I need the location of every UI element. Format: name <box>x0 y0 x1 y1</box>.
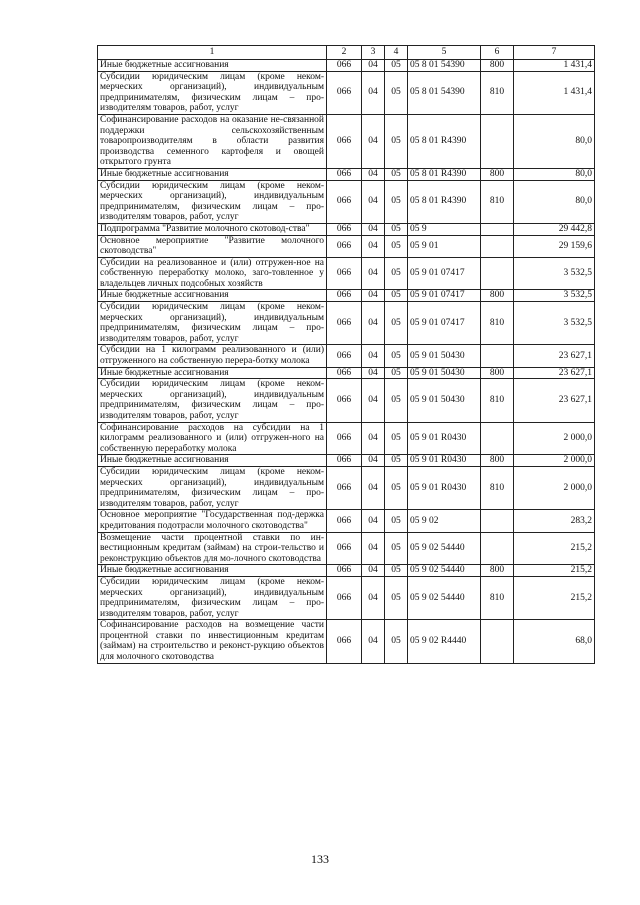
row-code-cell: 05 9 <box>408 223 481 235</box>
row-col6-cell <box>481 532 514 565</box>
row-col2-cell: 066 <box>327 60 362 72</box>
row-code-cell: 05 8 01 54390 <box>408 60 481 72</box>
row-col3-cell: 04 <box>362 565 385 577</box>
row-amount-cell: 29 159,6 <box>514 235 595 257</box>
row-col2-cell: 066 <box>327 620 362 663</box>
row-col2-cell: 066 <box>327 466 362 509</box>
table-body <box>98 60 595 664</box>
row-amount-cell: 2 000,0 <box>514 422 595 455</box>
row-col2-cell: 066 <box>327 422 362 455</box>
row-col2-cell: 066 <box>327 168 362 180</box>
row-code-cell: 05 9 01 50430 <box>408 345 481 367</box>
row-col6-cell: 810 <box>481 180 514 223</box>
header-cell: 6 <box>481 46 514 60</box>
row-col3-cell: 04 <box>362 576 385 619</box>
row-amount-cell: 29 442,8 <box>514 223 595 235</box>
row-col3-cell: 04 <box>362 114 385 168</box>
row-code-cell: 05 9 02 <box>408 510 481 532</box>
row-amount-cell: 1 431,4 <box>514 71 595 114</box>
row-code-cell: 05 9 01 50430 <box>408 367 481 379</box>
row-col6-cell <box>481 223 514 235</box>
row-amount-cell: 3 532,5 <box>514 257 595 290</box>
table-row <box>98 235 595 257</box>
row-name-cell: Субсидии юридическим лицам (кроме неком-мерческих организаций), индивидуальным предпринимателям, физическим лицам – про-изводителям товаров, работ, услуг <box>98 466 327 509</box>
row-amount-cell: 215,2 <box>514 565 595 577</box>
row-col4-cell: 05 <box>385 576 408 619</box>
row-code-cell: 05 9 02 R4440 <box>408 620 481 663</box>
row-col6-cell <box>481 620 514 663</box>
row-code-cell: 05 9 01 R0430 <box>408 422 481 455</box>
table-row <box>98 223 595 235</box>
row-name-cell: Софинансирование расходов на оказание не-связанной поддержки сельскохозяйственным товаропроизводителям в области развития производства семенного картофеля и овощей открытого грунта <box>98 114 327 168</box>
row-col4-cell: 05 <box>385 620 408 663</box>
row-amount-cell: 2 000,0 <box>514 466 595 509</box>
row-col3-cell: 04 <box>362 235 385 257</box>
table-row <box>98 71 595 114</box>
header-cell: 3 <box>362 46 385 60</box>
row-col4-cell: 05 <box>385 367 408 379</box>
row-col3-cell: 04 <box>362 60 385 72</box>
row-col6-cell <box>481 422 514 455</box>
row-col4-cell: 05 <box>385 565 408 577</box>
row-col4-cell: 05 <box>385 510 408 532</box>
row-col2-cell: 066 <box>327 302 362 345</box>
row-col4-cell: 05 <box>385 114 408 168</box>
row-col6-cell: 800 <box>481 290 514 302</box>
row-col3-cell: 04 <box>362 345 385 367</box>
row-col6-cell: 810 <box>481 466 514 509</box>
row-code-cell: 05 9 02 54440 <box>408 532 481 565</box>
row-col3-cell: 04 <box>362 510 385 532</box>
row-amount-cell: 80,0 <box>514 114 595 168</box>
row-col4-cell: 05 <box>385 455 408 467</box>
row-col6-cell: 800 <box>481 565 514 577</box>
row-amount-cell: 3 532,5 <box>514 290 595 302</box>
row-amount-cell: 23 627,1 <box>514 367 595 379</box>
row-col4-cell: 05 <box>385 290 408 302</box>
row-col4-cell: 05 <box>385 223 408 235</box>
table-row <box>98 455 595 467</box>
row-code-cell: 05 8 01 R4390 <box>408 114 481 168</box>
row-col4-cell: 05 <box>385 532 408 565</box>
row-code-cell: 05 9 01 <box>408 235 481 257</box>
header-cell: 7 <box>514 46 595 60</box>
row-col6-cell <box>481 510 514 532</box>
row-amount-cell: 68,0 <box>514 620 595 663</box>
header-cell: 1 <box>98 46 327 60</box>
row-amount-cell: 23 627,1 <box>514 345 595 367</box>
table-row <box>98 60 595 72</box>
row-col3-cell: 04 <box>362 71 385 114</box>
row-col2-cell: 066 <box>327 379 362 422</box>
row-col6-cell: 800 <box>481 367 514 379</box>
row-col4-cell: 05 <box>385 302 408 345</box>
row-name-cell: Субсидии на 1 килограмм реализованного и (или) отгруженного на собственную перера-ботку молока <box>98 345 327 367</box>
row-col6-cell: 810 <box>481 576 514 619</box>
table-row <box>98 532 595 565</box>
row-col6-cell <box>481 235 514 257</box>
row-col6-cell <box>481 345 514 367</box>
row-col2-cell: 066 <box>327 290 362 302</box>
row-name-cell: Иные бюджетные ассигнования <box>98 455 327 467</box>
row-col2-cell: 066 <box>327 71 362 114</box>
row-col4-cell: 05 <box>385 180 408 223</box>
table-row <box>98 114 595 168</box>
row-code-cell: 05 9 01 50430 <box>408 379 481 422</box>
row-col3-cell: 04 <box>362 223 385 235</box>
row-col2-cell: 066 <box>327 510 362 532</box>
row-col3-cell: 04 <box>362 422 385 455</box>
row-name-cell: Субсидии юридическим лицам (кроме неком-мерческих организаций), индивидуальным предпринимателям, физическим лицам – про-изводителям товаров, работ, услуг <box>98 180 327 223</box>
table-row <box>98 180 595 223</box>
row-name-cell: Иные бюджетные ассигнования <box>98 60 327 72</box>
row-col4-cell: 05 <box>385 379 408 422</box>
row-col2-cell: 066 <box>327 455 362 467</box>
header-row <box>98 46 595 60</box>
row-name-cell: Софинансирование расходов на субсидии на 1 килограмм реализованного и (или) отгружен-ного на собственную переработку молока <box>98 422 327 455</box>
row-code-cell: 05 9 01 07417 <box>408 290 481 302</box>
table-row <box>98 367 595 379</box>
table-row <box>98 257 595 290</box>
row-col3-cell: 04 <box>362 168 385 180</box>
row-name-cell: Иные бюджетные ассигнования <box>98 565 327 577</box>
row-amount-cell: 3 532,5 <box>514 302 595 345</box>
row-col4-cell: 05 <box>385 235 408 257</box>
table-row <box>98 565 595 577</box>
row-col3-cell: 04 <box>362 367 385 379</box>
table-row <box>98 576 595 619</box>
row-name-cell: Подпрограмма "Развитие молочного скотовод-ства" <box>98 223 327 235</box>
row-col2-cell: 066 <box>327 235 362 257</box>
row-col4-cell: 05 <box>385 345 408 367</box>
row-code-cell: 05 8 01 R4390 <box>408 180 481 223</box>
row-col6-cell <box>481 114 514 168</box>
row-col3-cell: 04 <box>362 302 385 345</box>
row-col6-cell: 800 <box>481 168 514 180</box>
row-col6-cell: 810 <box>481 379 514 422</box>
header-cell: 2 <box>327 46 362 60</box>
row-col2-cell: 066 <box>327 223 362 235</box>
table-row <box>98 510 595 532</box>
row-col3-cell: 04 <box>362 620 385 663</box>
row-code-cell: 05 8 01 54390 <box>408 71 481 114</box>
row-col6-cell: 810 <box>481 71 514 114</box>
table-row <box>98 620 595 663</box>
row-name-cell: Основное мероприятие "Развитие молочного скотоводства" <box>98 235 327 257</box>
row-col3-cell: 04 <box>362 379 385 422</box>
header-cell: 5 <box>408 46 481 60</box>
row-code-cell: 05 9 02 54440 <box>408 565 481 577</box>
row-amount-cell: 1 431,4 <box>514 60 595 72</box>
row-col6-cell: 800 <box>481 60 514 72</box>
row-col3-cell: 04 <box>362 257 385 290</box>
row-col6-cell: 800 <box>481 455 514 467</box>
row-code-cell: 05 9 01 07417 <box>408 302 481 345</box>
table-row <box>98 168 595 180</box>
page-number: 133 <box>311 852 329 866</box>
row-col3-cell: 04 <box>362 466 385 509</box>
row-amount-cell: 80,0 <box>514 168 595 180</box>
row-amount-cell: 215,2 <box>514 532 595 565</box>
row-name-cell: Основное мероприятие "Государственная под-держка кредитования подотрасли молочного скотоводства" <box>98 510 327 532</box>
table-row <box>98 345 595 367</box>
table-row <box>98 379 595 422</box>
row-col4-cell: 05 <box>385 257 408 290</box>
row-code-cell: 05 9 02 54440 <box>408 576 481 619</box>
row-amount-cell: 215,2 <box>514 576 595 619</box>
row-code-cell: 05 9 01 R0430 <box>408 455 481 467</box>
table-row <box>98 290 595 302</box>
row-col2-cell: 066 <box>327 257 362 290</box>
row-name-cell: Софинансирование расходов на возмещение части процентной ставки по инвестиционным кредитам (займам) на строительство и реконст-рукцию объектов для молочного скотоводства <box>98 620 327 663</box>
row-name-cell: Иные бюджетные ассигнования <box>98 367 327 379</box>
row-name-cell: Иные бюджетные ассигнования <box>98 290 327 302</box>
row-col3-cell: 04 <box>362 455 385 467</box>
row-code-cell: 05 9 01 R0430 <box>408 466 481 509</box>
row-name-cell: Субсидии юридическим лицам (кроме неком-мерческих организаций), индивидуальным предпринимателям, физическим лицам – про-изводителям товаров, работ, услуг <box>98 302 327 345</box>
row-col4-cell: 05 <box>385 422 408 455</box>
row-col4-cell: 05 <box>385 60 408 72</box>
row-col6-cell: 810 <box>481 302 514 345</box>
row-amount-cell: 2 000,0 <box>514 455 595 467</box>
row-col2-cell: 066 <box>327 345 362 367</box>
row-name-cell: Субсидии юридическим лицам (кроме неком-мерческих организаций), индивидуальным предпринимателям, физическим лицам – про-изводителям товаров, работ, услуг <box>98 576 327 619</box>
row-col4-cell: 05 <box>385 71 408 114</box>
row-col2-cell: 066 <box>327 114 362 168</box>
row-col6-cell <box>481 257 514 290</box>
row-name-cell: Субсидии на реализованное и (или) отгружен-ное на собственную переработку молоко, заго-товленное у владельцев личных подсобных хозяйств <box>98 257 327 290</box>
row-amount-cell: 23 627,1 <box>514 379 595 422</box>
row-code-cell: 05 8 01 R4390 <box>408 168 481 180</box>
row-col4-cell: 05 <box>385 466 408 509</box>
row-name-cell: Субсидии юридическим лицам (кроме неком-мерческих организаций), индивидуальным предпринимателям, физическим лицам – про-изводителям товаров, работ, услуг <box>98 379 327 422</box>
row-col3-cell: 04 <box>362 532 385 565</box>
row-amount-cell: 283,2 <box>514 510 595 532</box>
row-col3-cell: 04 <box>362 180 385 223</box>
row-col2-cell: 066 <box>327 576 362 619</box>
table-row <box>98 466 595 509</box>
row-code-cell: 05 9 01 07417 <box>408 257 481 290</box>
row-name-cell: Иные бюджетные ассигнования <box>98 168 327 180</box>
row-col2-cell: 066 <box>327 367 362 379</box>
row-col2-cell: 066 <box>327 565 362 577</box>
row-col2-cell: 066 <box>327 532 362 565</box>
row-name-cell: Субсидии юридическим лицам (кроме неком-мерческих организаций), индивидуальным предпринимателям, физическим лицам – про-изводителям товаров, работ, услуг <box>98 71 327 114</box>
budget-table <box>97 45 595 664</box>
table-row <box>98 422 595 455</box>
row-col3-cell: 04 <box>362 290 385 302</box>
row-col2-cell: 066 <box>327 180 362 223</box>
row-name-cell: Возмещение части процентной ставки по ин-вестиционным кредитам (займам) на строи-тельство и реконструкцию объектов для мо-лочного скотоводства <box>98 532 327 565</box>
table-row <box>98 302 595 345</box>
row-col4-cell: 05 <box>385 168 408 180</box>
header-cell: 4 <box>385 46 408 60</box>
row-amount-cell: 80,0 <box>514 180 595 223</box>
